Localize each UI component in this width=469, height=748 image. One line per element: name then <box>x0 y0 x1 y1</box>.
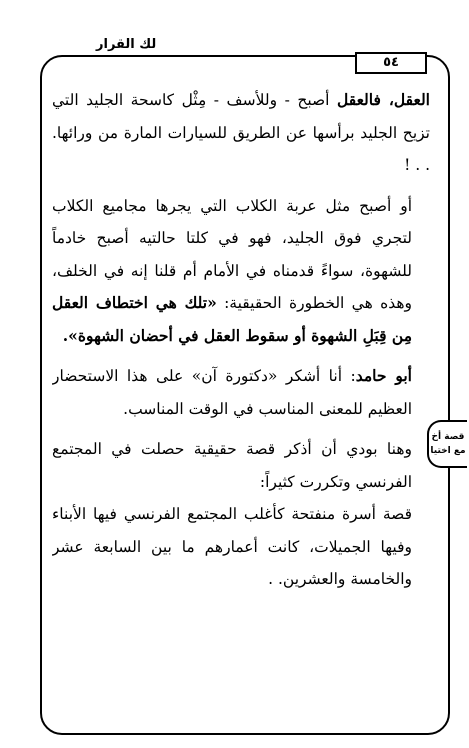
running-header-title: لك القرار <box>90 37 162 52</box>
paragraph-2 <box>52 190 430 353</box>
paragraph-2-text: أو أصبح مثل عربة الكلاب التي يجرها مجاميع الكلاب لتجري فوق الجليد، فهو في كلتا حالتيه أصبح خادماً للشهوة، سواءً قدمناه في الأمام أم قلنا إنه في الخلف، وهذه هي الخطورة الحقيقية: <box>52 196 412 312</box>
paragraph-1-text: أصبح - وللأسف - مِثْل كاسحة الجليد التي تزيح الجليد برأسها عن الطريق للسيارات المارة من ورائها. . . ! <box>52 91 430 174</box>
paragraph-3 <box>52 360 430 425</box>
side-tab-label: قصة أخ مع اختيا <box>427 420 467 468</box>
page-number: ٥٤ <box>355 52 427 74</box>
paragraph-5: قصة أسرة منفتحة كأغلب المجتمع الفرنسي فيها الأبناء وفيها الجميلات، كانت أعمارهم ما بين السابعة عشر والخامسة والعشرين. . <box>52 505 412 588</box>
paragraph-2-bold: «تلك هي اختطاف العقل مِن قِبَلِ الشهوة أو سقوط العقل في أحضان الشهوة». <box>52 293 412 345</box>
paragraph-1-bold: العقل، فالعقل <box>337 90 430 109</box>
paragraph-3-text: : أنا أشكر «دكتورة آن» على هذا الاستحضار العظيم للمعنى المناسب في الوقت المناسب. <box>52 367 412 418</box>
paragraph-4: وهنا بودي أن أذكر قصة حقيقية حصلت في المجتمع الفرنسي وتكررت كثيراً: <box>52 440 412 491</box>
paragraph-3-speaker: أبو حامد <box>355 366 412 385</box>
paragraph-1 <box>52 84 430 182</box>
body-text <box>52 84 430 724</box>
